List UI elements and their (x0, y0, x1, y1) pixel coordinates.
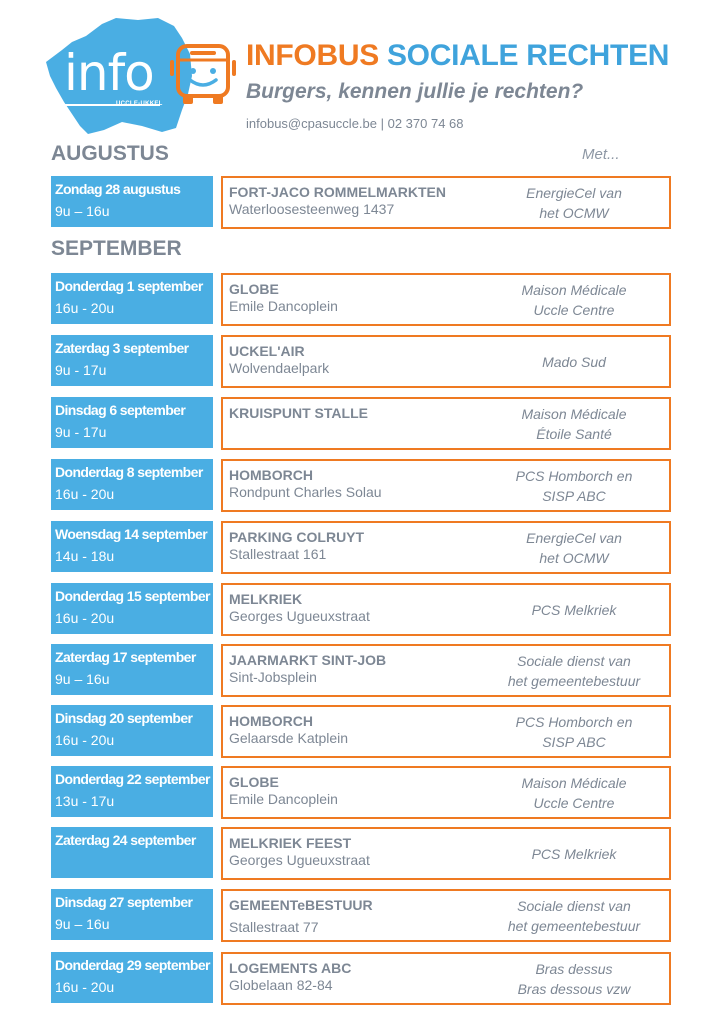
event-address: Globelaan 82-84 (229, 977, 333, 993)
event-day: Donderdag 22 september (55, 771, 210, 787)
event-day: Donderdag 1 september (55, 278, 203, 294)
event-partner-line2: het gemeentebestuur (507, 672, 641, 689)
event-address: Georges Ugueuxstraat (229, 608, 370, 624)
event-time: 13u - 17u (55, 793, 115, 809)
event-partner (479, 178, 669, 227)
event-address: Rondpunt Charles Solau (229, 484, 382, 500)
event-place: FORT-JACO ROMMELMARKTEN (229, 184, 446, 200)
event-time: 9u – 16u (55, 203, 110, 219)
event-partner-line2: het gemeentebestuur (507, 917, 641, 934)
date-block (51, 176, 213, 227)
event-time: 16u - 20u (55, 979, 115, 995)
event-address: Georges Ugueuxstraat (229, 852, 370, 868)
event-partner (479, 523, 669, 572)
date-block (51, 644, 213, 695)
event-partner (479, 646, 669, 695)
date-block (51, 397, 213, 448)
event-address: Emile Dancoplein (229, 791, 338, 807)
event-address: Emile Dancoplein (229, 298, 338, 314)
event-day: Zondag 28 augustus (55, 181, 181, 197)
event-partner-line2: Étoile Santé (536, 425, 612, 442)
date-block (51, 827, 213, 878)
event-partner-line2: Uccle Centre (533, 301, 615, 318)
event-partner-line1: Maison Médicale (521, 405, 627, 422)
event-place: MELKRIEK FEEST (229, 835, 352, 851)
event-time: 16u - 20u (55, 486, 115, 502)
event-address: Wolvendaelpark (229, 360, 330, 376)
date-block (51, 459, 213, 510)
date-block (51, 705, 213, 756)
month-august: AUGUSTUS (51, 142, 169, 165)
event-day: Dinsdag 27 september (55, 894, 193, 910)
event-address: Stallestraat 77 (229, 919, 319, 935)
event-partner-line1: Sociale dienst van (517, 897, 631, 914)
event-day: Zaterdag 3 september (55, 340, 189, 356)
event-partner-line2: het OCMW (539, 204, 609, 221)
event-partner-line1: EnergieCel van (526, 184, 622, 201)
date-block (51, 521, 213, 572)
event-block (221, 889, 671, 942)
date-block (51, 583, 213, 634)
event-time: 16u - 20u (55, 732, 115, 748)
event-block (221, 521, 671, 574)
event-partner (479, 829, 669, 878)
event-partner-line2: SISP ABC (542, 487, 606, 504)
event-address: Gelaarsde Katplein (229, 730, 349, 746)
event-place: MELKRIEK (229, 591, 303, 607)
event-block (221, 583, 671, 636)
event-place: UCKEL'AIR (229, 343, 305, 359)
event-partner-line1: Sociale dienst van (517, 652, 631, 669)
event-place: HOMBORCH (229, 713, 313, 729)
event-place: GLOBE (229, 281, 279, 297)
event-partner-line2: het OCMW (539, 549, 609, 566)
event-place: PARKING COLRUYT (229, 529, 365, 545)
event-block (221, 459, 671, 512)
page-title (246, 38, 669, 74)
event-time: 9u – 16u (55, 671, 110, 687)
event-partner (479, 275, 669, 324)
date-block (51, 952, 213, 1003)
event-block (221, 644, 671, 697)
event-time: 16u - 20u (55, 300, 115, 316)
event-partner-line1: Maison Médicale (521, 774, 627, 791)
event-partner (479, 707, 669, 756)
event-block (221, 952, 671, 1005)
event-address: Waterloosesteenweg 1437 (229, 201, 395, 217)
event-block (221, 335, 671, 388)
event-day: Donderdag 15 september (55, 588, 210, 604)
event-partner-line1: Mado Sud (542, 353, 606, 370)
event-day: Dinsdag 20 september (55, 710, 193, 726)
event-time: 16u - 20u (55, 610, 115, 626)
event-partner-line1: Maison Médicale (521, 281, 627, 298)
date-block (51, 889, 213, 940)
event-partner-line1: Bras dessus (535, 960, 613, 977)
event-place: HOMBORCH (229, 467, 313, 483)
event-partner (479, 585, 669, 634)
event-partner-line1: PCS Melkriek (531, 845, 617, 862)
logo-info-text: info (64, 44, 154, 102)
event-day: Zaterdag 17 september (55, 649, 196, 665)
event-time: 14u - 18u (55, 548, 115, 564)
event-block (221, 766, 671, 819)
event-partner-line1: PCS Melkriek (531, 601, 617, 618)
event-partner (479, 768, 669, 817)
event-time: 9u – 16u (55, 916, 110, 932)
event-partner (479, 399, 669, 448)
event-partner (479, 891, 669, 940)
event-address: Stallestraat 161 (229, 546, 327, 562)
event-block (221, 397, 671, 450)
contact-line: infobus@cpasuccle.be | 02 370 74 68 (246, 116, 464, 131)
event-day: Woensdag 14 september (55, 526, 208, 542)
event-partner-line2: SISP ABC (542, 733, 606, 750)
subtitle: Burgers, kennen jullie je rechten? (246, 80, 584, 103)
date-block (51, 766, 213, 817)
event-block (221, 176, 671, 229)
event-partner-line1: PCS Homborch en (515, 713, 633, 730)
event-partner (479, 954, 669, 1003)
title-sociale-rechten: SOCIALE RECHTEN (386, 39, 670, 72)
event-place: JAARMARKT SINT-JOB (229, 652, 387, 668)
event-block (221, 827, 671, 880)
event-place: GEMEENTeBESTUUR (229, 897, 373, 913)
event-address: Sint-Jobsplein (229, 669, 317, 685)
title-infobus: INFOBUS (246, 39, 379, 72)
event-partner-line2: Uccle Centre (533, 794, 615, 811)
event-partner (479, 337, 669, 386)
event-time: 9u - 17u (55, 362, 107, 378)
event-partner (479, 461, 669, 510)
event-partner-line1: PCS Homborch en (515, 467, 633, 484)
date-block (51, 335, 213, 386)
event-block (221, 273, 671, 326)
event-time: 9u - 17u (55, 424, 107, 440)
event-day: Donderdag 29 september (55, 957, 210, 973)
met-header: Met... (582, 146, 620, 163)
month-september: SEPTEMBER (51, 237, 182, 260)
event-partner-line2: Bras dessous vzw (517, 980, 631, 997)
event-block (221, 705, 671, 758)
logo-subtext: UCCLE-UKKEL (116, 101, 163, 107)
event-day: Zaterdag 24 september (55, 832, 196, 848)
event-place: GLOBE (229, 774, 279, 790)
date-block (51, 273, 213, 324)
event-day: Donderdag 8 september (55, 464, 203, 480)
event-place: KRUISPUNT STALLE (229, 405, 368, 421)
bus-icon (170, 40, 236, 108)
event-place: LOGEMENTS ABC (229, 960, 352, 976)
event-day: Dinsdag 6 september (55, 402, 186, 418)
event-partner-line1: EnergieCel van (526, 529, 622, 546)
